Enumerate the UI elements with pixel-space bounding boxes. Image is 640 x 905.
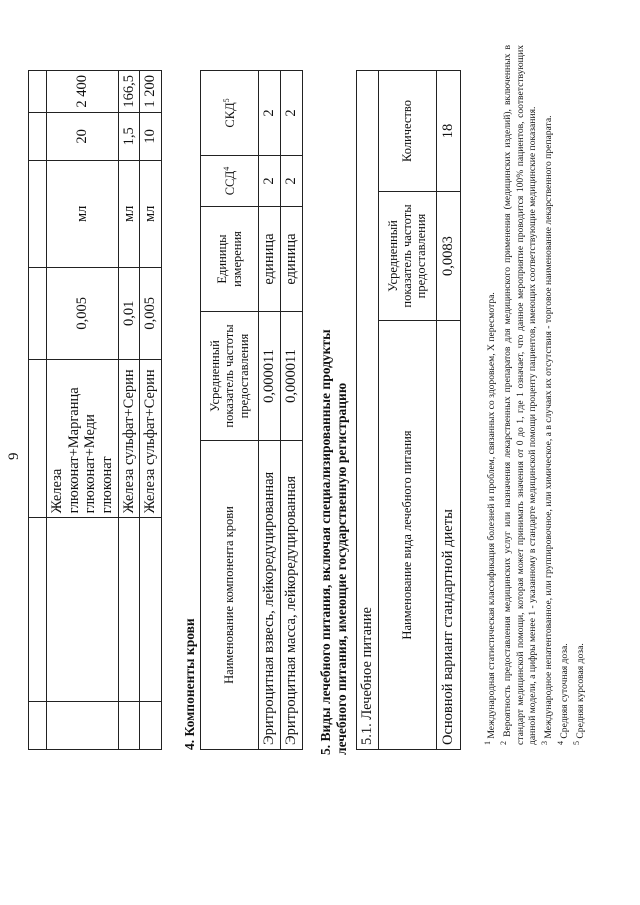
frequency-value: 0,005 [140, 267, 162, 359]
footnote-1: $^1$ Международная статистическая классификация болезней и проблем, связанных со здоровьем, X пересмотра. [483, 292, 498, 745]
frequency-value: 0,01 [118, 267, 140, 359]
header-quantity: Количество [378, 71, 436, 192]
unit-value: единица [281, 207, 303, 312]
frequency-value: 0,0083 [436, 192, 460, 321]
table-header-row [378, 71, 436, 750]
frequency-value: 0,000011 [281, 312, 303, 441]
header-unit: Единицы измерения [201, 207, 259, 312]
table-row [118, 71, 140, 750]
table-subheading-row [357, 71, 379, 750]
frequency-value: 0,005 [47, 267, 119, 359]
cell-empty [29, 161, 47, 268]
unit-value: единица [259, 207, 281, 312]
table-row [140, 71, 162, 750]
cell-empty [29, 360, 47, 518]
unit-value: мл [118, 161, 140, 268]
cell-empty [29, 112, 47, 160]
footnote-2: $^2$ Вероятность предоставления медицинских услуг или назначения лекарственных препаратов для медицинского применения (медицинских изделий), включенных в стандарт медицинской помощи, которая может принимать значения от 0 до 1, где 1 означает, что данное мероприятие проводится 100% пациентов, соответствующих данной модели, а цифры менее 1 - указанному в стандарте медицинской помощи проценту пациентов, имеющих соответствующие медицинские показания. [498, 45, 539, 745]
drug-name: Железа сульфат+Серин [118, 360, 140, 518]
skd-value: 1 200 [140, 71, 162, 113]
table-row [436, 71, 460, 750]
subsection-heading: 5.1. Лечебное питание [357, 71, 379, 750]
ssd-value: 1,5 [118, 112, 140, 160]
header-frequency: Усредненный показатель частоты предоставления [201, 312, 259, 441]
unit-value: мл [140, 161, 162, 268]
page-number: 9 [6, 452, 22, 460]
header-name: Наименование вида лечебного питания [378, 321, 436, 750]
skd-value: 2 [281, 71, 303, 156]
header-frequency: Усредненный показатель частоты предоставления [378, 192, 436, 321]
ssd-value: 2 [259, 156, 281, 207]
drug-name: Железа сульфат+Серин [140, 360, 162, 518]
drug-name: Железа глюконат+Марганца глюконат+Меди глюконат [47, 360, 119, 518]
section4-heading: 4. Компоненты крови [182, 618, 197, 750]
table-row [47, 71, 119, 750]
header-name: Наименование компонента крови [201, 441, 259, 750]
table-row [281, 71, 303, 750]
footnote-5: $^5$ Средняя курсовая доза. [571, 643, 586, 745]
unit-value: мл [47, 161, 119, 268]
cell-empty [29, 702, 47, 750]
ssd-value: 2 [281, 156, 303, 207]
component-name: Эритроцитная взвесь, лейкоредуцированная [259, 441, 281, 750]
therapeutic-nutrition-table [356, 70, 461, 750]
footnote-3: $^3$ Международное непатентованное, или группировочное, или химическое, а в случаях их отсутствия - торговое наименование лекарственного препарата. [540, 115, 555, 745]
ssd-value: 10 [140, 112, 162, 160]
table-row [29, 71, 47, 750]
cell-empty [29, 267, 47, 359]
frequency-value: 0,000011 [259, 312, 281, 441]
header-ssd: ССД$^4$ [201, 156, 259, 207]
header-skd: СКД$^5$ [201, 71, 259, 156]
table-row [259, 71, 281, 750]
ssd-value: 20 [47, 112, 119, 160]
skd-value: 2 400 [47, 71, 119, 113]
cell-empty [29, 518, 47, 702]
cell-empty [29, 71, 47, 113]
skd-value: 2 [259, 71, 281, 156]
component-name: Эритроцитная масса, лейкоредуцированная [281, 441, 303, 750]
skd-value: 166,5 [118, 71, 140, 113]
drug-table-continued [28, 70, 162, 750]
table-header-row [201, 71, 259, 750]
section5-heading: 5. Виды лечебного питания, включая специализированные продукты лечебного питания, имеющие государственную регистрацию [318, 329, 350, 755]
footnotes [483, 45, 588, 745]
quantity-value: 18 [436, 71, 460, 192]
diet-name: Основной вариант стандартной диеты [436, 321, 460, 750]
footnote-4: $^4$ Средняя суточная доза. [555, 643, 571, 745]
blood-components-table [200, 70, 303, 750]
